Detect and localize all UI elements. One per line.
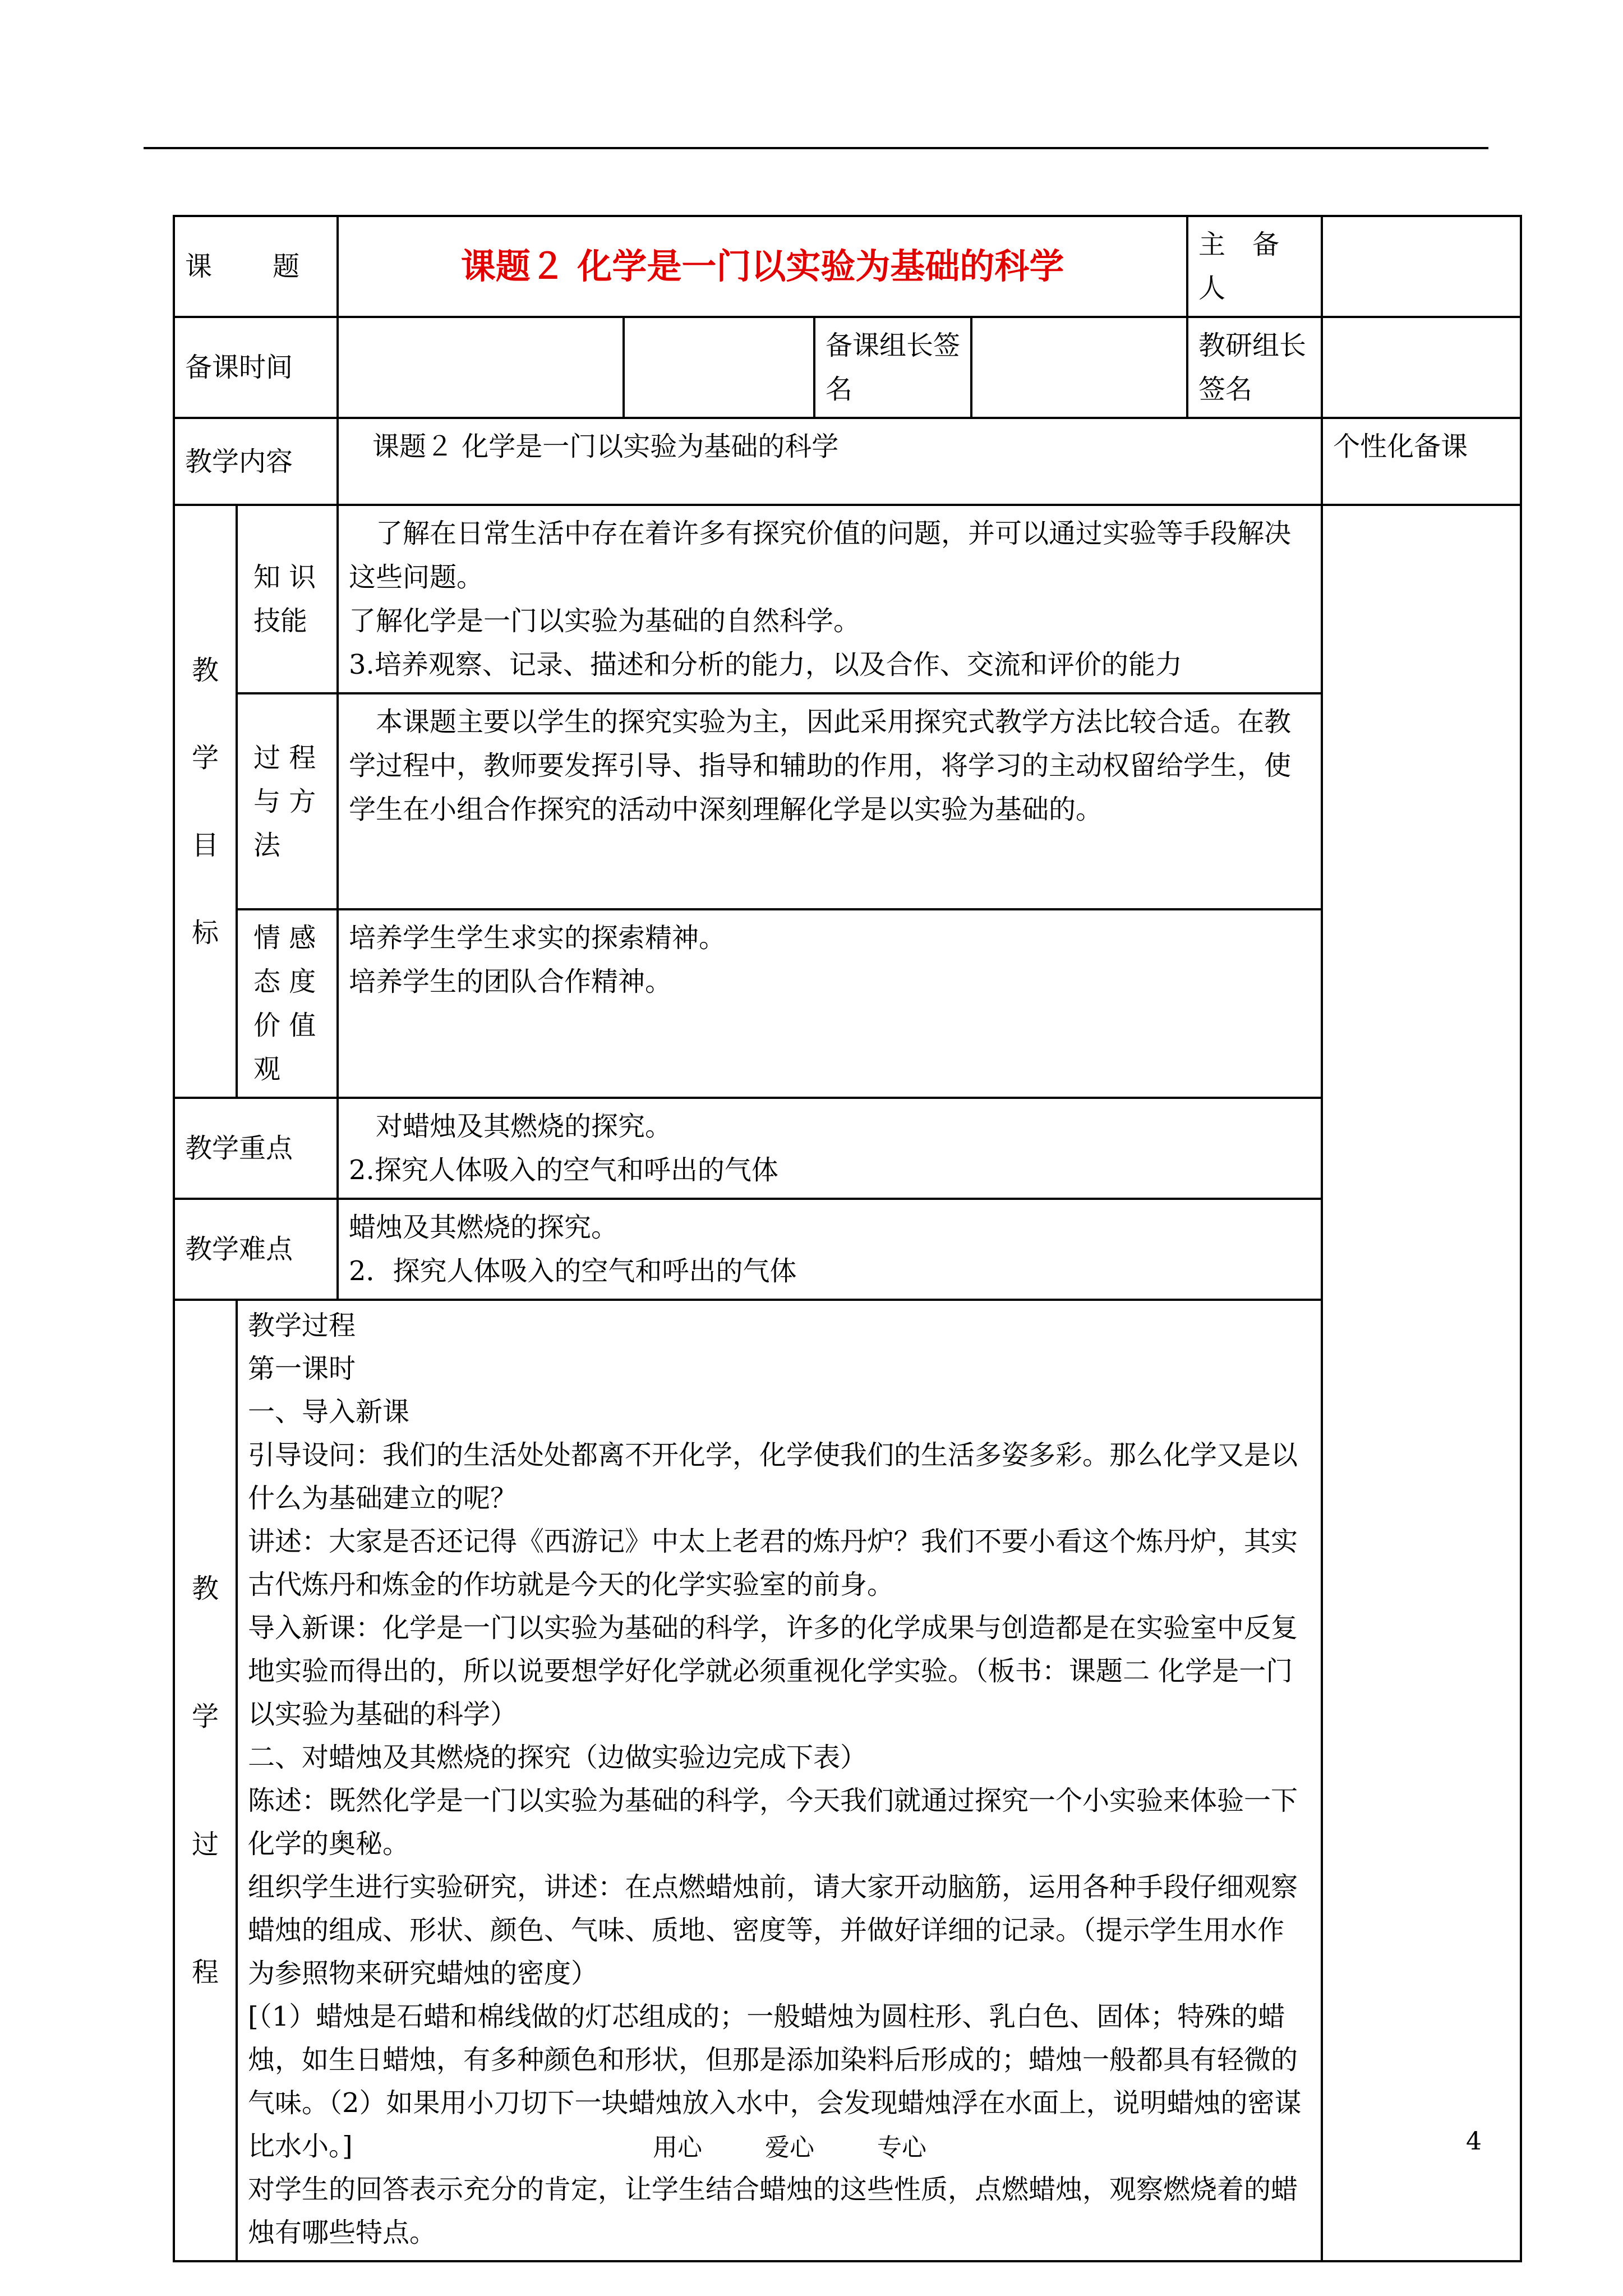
process-line: 导入新课：化学是一门以实验为基础的科学，许多的化学成果与创造都是在实验室中反复地实验而得出的，所以说要想学好化学就必须重视化学实验。（板书：课题二 化学是一门以实验为基础的科学） — [248, 1612, 1298, 1730]
content-text: 课题２ 化学是一门以实验为基础的科学 — [338, 418, 1322, 505]
label-goals-char: 目 — [191, 829, 219, 861]
key-points-line: 对蜡烛及其燃烧的探究。 — [376, 1111, 672, 1142]
process-line: 第一课时 — [248, 1353, 356, 1384]
row-content — [174, 418, 1521, 505]
label-goals — [174, 505, 237, 1098]
row-difficulties — [174, 1199, 1521, 1300]
difficulties-line: 2．探究人体吸入的空气和呼出的气体 — [349, 1255, 797, 1287]
label-goals-char: 教 — [191, 654, 219, 686]
label-goals-char: 标 — [191, 917, 219, 949]
personal-notes-column — [1322, 505, 1521, 2261]
label-process-char: 程 — [191, 1957, 219, 1988]
footer-motto: 用心 — [653, 2133, 702, 2162]
process-line: 二、对蜡烛及其燃烧的探究（边做实验边完成下表） — [248, 1742, 868, 1773]
process-method-text — [338, 693, 1322, 909]
header-rule — [144, 147, 1488, 149]
process-line: 引导设问：我们的生活处处都离不开化学，化学使我们的生活多姿多彩。那么化学又是以什么为基础建立的呢？ — [248, 1439, 1298, 1514]
emotion-line: 培养学生学生求实的探索精神。 — [349, 922, 726, 954]
label-goals-char: 学 — [191, 742, 219, 774]
label-difficulties: 教学难点 — [174, 1199, 338, 1300]
group-leader-value — [971, 317, 1187, 418]
label-personal: 个性化备课 — [1322, 418, 1521, 505]
teaching-process-text — [237, 1300, 1322, 2261]
label-research-leader: 教研组长签名 — [1187, 317, 1322, 418]
lesson-title: 课题２ 化学是一门以实验为基础的科学 — [338, 216, 1187, 317]
process-line: 陈述：既然化学是一门以实验为基础的科学，今天我们就通过探究一个小实验来体验一下化学的奥秘。 — [248, 1785, 1298, 1860]
key-points-line: 2.探究人体吸入的空气和呼出的气体 — [349, 1154, 778, 1186]
prep-time-extra — [624, 317, 814, 418]
label-emotion: 情 感态 度价 值观 — [237, 909, 338, 1098]
row-topic — [174, 216, 1521, 317]
label-process-char: 过 — [191, 1829, 219, 1860]
page-number: 4 — [1466, 2127, 1482, 2156]
row-prep-time — [174, 317, 1521, 418]
emotion-line: 培养学生的团队合作精神。 — [349, 966, 672, 997]
row-process — [174, 1300, 1521, 2261]
label-process-char: 学 — [191, 1701, 219, 1732]
row-goal-knowledge — [174, 505, 1521, 693]
emotion-text — [338, 909, 1322, 1098]
label-prep-time: 备课时间 — [174, 317, 338, 418]
row-key-points — [174, 1098, 1521, 1199]
process-line: 对学生的回答表示充分的肯定，让学生结合蜡烛的这些性质，点燃蜡烛，观察燃烧着的蜡烛有哪些特点。 — [248, 2174, 1298, 2248]
label-process-method: 过 程与 方法 — [237, 693, 338, 909]
preparer-value — [1322, 216, 1521, 317]
difficulties-text — [338, 1199, 1322, 1300]
prep-time-value — [338, 317, 624, 418]
knowledge-line: 3.培养观察、记录、描述和分析的能力，以及合作、交流和评价的能力 — [349, 649, 1182, 680]
process-line: 教学过程 — [248, 1310, 356, 1341]
label-group-leader: 备课组长签名 — [814, 317, 971, 418]
knowledge-text — [338, 505, 1322, 693]
label-knowledge: 知 识 技能 — [237, 505, 338, 693]
process-line: 讲述：大家是否还记得《西游记》中太上老君的炼丹炉？我们不要小看这个炼丹炉，其实古代炼丹和炼金的作坊就是今天的化学实验室的前身。 — [248, 1526, 1298, 1600]
label-content: 教学内容 — [174, 418, 338, 505]
row-goal-process — [174, 693, 1521, 909]
process-line: 一、导入新课 — [248, 1396, 410, 1428]
research-leader-value — [1322, 317, 1521, 418]
footer-motto: 爱心 — [765, 2133, 814, 2162]
process-line: 组织学生进行实验研究，讲述：在点燃蜡烛前，请大家开动脑筋，运用各种手段仔细观察蜡烛的组成、形状、颜色、气味、质地、密度等，并做好详细的记录。（提示学生用水作为参照物来研究蜡烛的密度） — [248, 1871, 1298, 1989]
label-preparer: 主 备 人 — [1187, 216, 1322, 317]
label-topic: 课 题 — [174, 216, 338, 317]
process-method-line: 本课题主要以学生的探究实验为主，因此采用探究式教学方法比较合适。在教学过程中，教师要发挥引导、指导和辅助的作用，将学习的主动权留给学生，使学生在小组合作探究的活动中深刻理解化学是以实验为基础的。 — [349, 706, 1292, 825]
process-line: [（1）蜡烛是石蜡和棉线做的灯芯组成的；一般蜡烛为圆柱形、乳白色、固体；特殊的蜡烛，如生日蜡烛，有多种颜色和形状，但那是添加染料后形成的；蜡烛一般都具有轻微的气味。（2）如果用小刀切下一块蜡烛放入水中，会发现蜡烛浮在水面上，说明蜡烛的密谋比水小。] — [248, 2001, 1302, 2162]
difficulties-line: 蜡烛及其燃烧的探究。 — [349, 1212, 619, 1243]
row-goal-emotion — [174, 909, 1521, 1098]
footer-motto: 专心 — [877, 2133, 926, 2162]
label-process-char: 教 — [191, 1573, 219, 1604]
knowledge-line: 了解化学是一门以实验为基础的自然科学。 — [349, 605, 861, 637]
key-points-text — [338, 1098, 1322, 1199]
label-teaching-process — [174, 1300, 237, 2261]
lesson-plan-table — [173, 215, 1522, 2262]
knowledge-line: 了解在日常生活中存在着许多有探究价值的问题，并可以通过实验等手段解决这些问题。 — [349, 518, 1292, 593]
label-key-points: 教学重点 — [174, 1098, 338, 1199]
